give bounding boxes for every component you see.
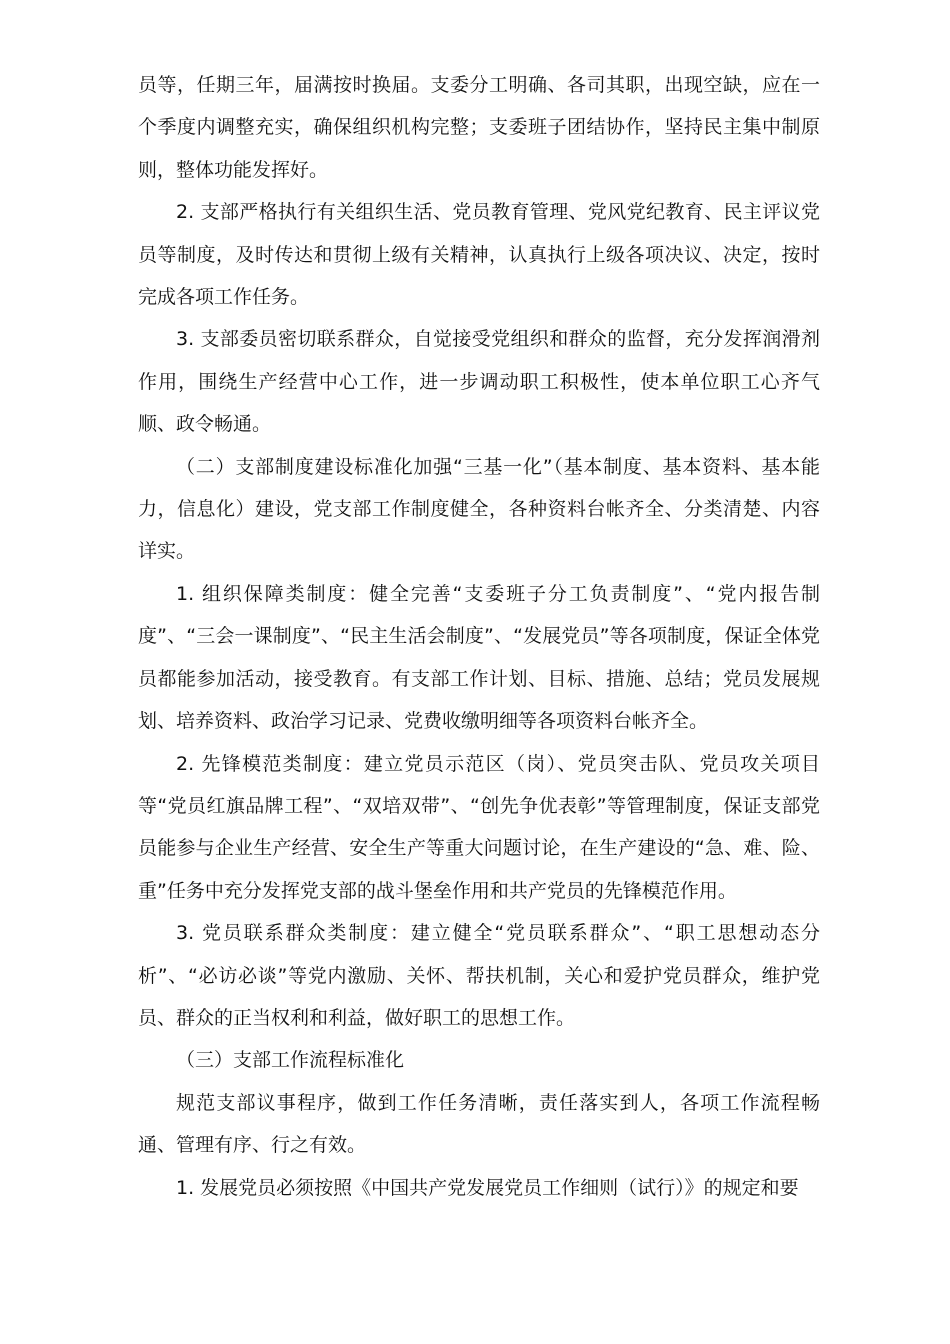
paragraph-develop-members: 1. 发展党员必须按照《中国共产党发展党员工作细则（试行）》的规定和要 [176,1176,799,1199]
section-heading-2: （二）支部制度建设标准化加强“三基一化”（基本制度、基本资料、基本能力，信息化）建设，党支部工作制度健全，各种资料台帐齐全、分类清楚、内容详实。 [138,455,820,563]
document-body [138,64,820,1209]
paragraph-item-3: 3. 支部委员密切联系群众，自觉接受党组织和群众的监督，充分发挥润滑剂作用，围绕生产经营中心工作，进一步调动职工积极性，使本单位职工心齐气顺、政令畅通。 [138,328,820,436]
paragraph-continuation: 员等，任期三年，届满按时换届。支委分工明确、各司其职，出现空缺，应在一个季度内调整充实，确保组织机构完整；支委班子团结协作，坚持民主集中制原则，整体功能发挥好。 [138,74,820,181]
section-heading-3: （三）支部工作流程标准化 [176,1049,405,1072]
paragraph-item-2: 2. 支部严格执行有关组织生活、党员教育管理、党风党纪教育、民主评议党员等制度，及时传达和贯彻上级有关精神，认真执行上级各项决议、决定，按时完成各项工作任务。 [138,201,820,309]
paragraph-organization-system: 1. 组织保障类制度：健全完善“支委班子分工负责制度”、“党内报告制度”、“三会一课制度”、“民主生活会制度”、“发展党员”等各项制度，保证全体党员都能参加活动，接受教育。有支部工作计划、目标、措施、总结；党员发展规划、培养资料、政治学习记录、党费收缴明细等各项资料台帐齐全。 [138,582,820,733]
paragraph-pioneer-system: 2. 先锋模范类制度：建立党员示范区（岗）、党员突击队、党员攻关项目等“党员红旗品牌工程”、“双培双带”、“创先争优表彰”等管理制度，保证支部党员能参与企业生产经营、安全生产等重大问题讨论，在生产建设的“急、难、险、重”任务中充分发挥党支部的战斗堡垒作用和共产党员的先锋模范作用。 [138,752,820,902]
paragraph-procedure-intro: 规范支部议事程序，做到工作任务清晰，责任落实到人，各项工作流程畅通、管理有序、行之有效。 [138,1091,820,1157]
paragraph-contact-masses-system: 3. 党员联系群众类制度：建立健全“党员联系群众”、“职工思想动态分析”、“必访必谈”等党内激励、关怀、帮扶机制，关心和爱护党员群众，维护党员、群众的正当权利和利益，做好职工的思想工作。 [138,922,820,1029]
